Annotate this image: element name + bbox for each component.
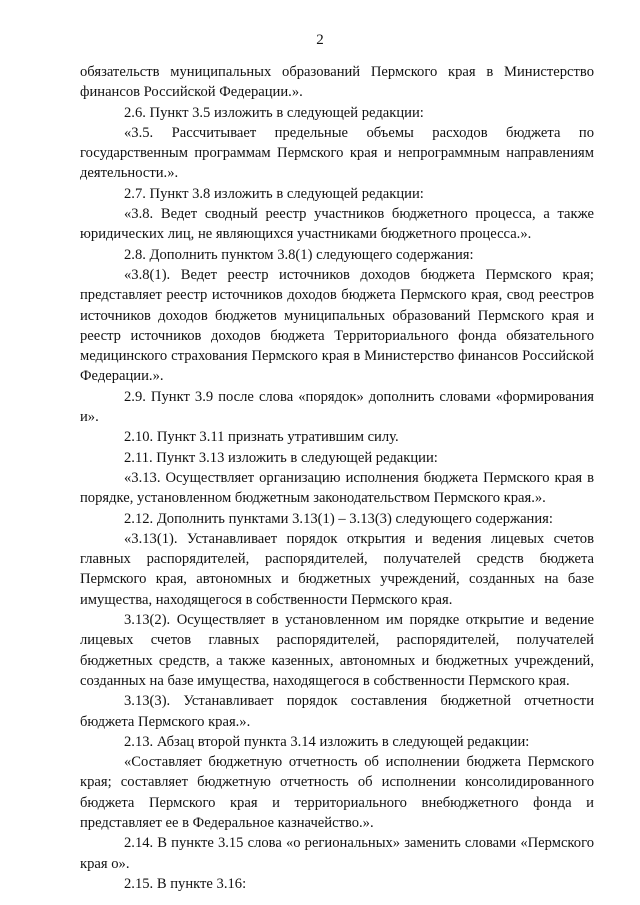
page-number: 2 <box>316 32 324 48</box>
paragraph-3-14-text: «Составляет бюджетную отчетность об исполнении бюджета Пермского края; составляет бюджетную отчетность об исполнении консолидированного бюджета Пермского края и территориального внебюджетного фонда и представляет ее в Федеральное казначейство.». <box>80 754 594 831</box>
paragraph-2-10: 2.10. Пункт 3.11 признать утратившим силу. <box>124 429 399 446</box>
paragraph-2-14: 2.14. В пункте 3.15 слова «о региональных» заменить словами «Пермского края о». <box>80 835 594 872</box>
paragraph-2-8: 2.8. Дополнить пунктом 3.8(1) следующего содержания: <box>124 246 474 263</box>
paragraph-3-13-3-text: 3.13(3). Устанавливает порядок составления бюджетной отчетности бюджета Пермского края.». <box>80 693 594 730</box>
document-body <box>80 62 594 894</box>
paragraph-3-8-text: «3.8. Ведет сводный реестр участников бюджетного процесса, а также юридических лиц, не являющихся участниками бюджетного процесса.». <box>80 206 594 243</box>
paragraph-2-9: 2.9. Пункт 3.9 после слова «порядок» дополнить словами «формирования и». <box>80 388 594 426</box>
paragraph-3-13-text: «3.13. Осуществляет организацию исполнения бюджета Пермского края в порядке, установленном бюджетным законодательством Пермского края.». <box>80 469 594 507</box>
paragraph-2-12: 2.12. Дополнить пунктами 3.13(1) – 3.13(3) следующего содержания: <box>124 510 553 527</box>
paragraph-3-8-1-text: «3.8(1). Ведет реестр источников доходов бюджета Пермского края; представляет реестр источников доходов бюджета Пермского края, свод реестров источников доходов бюджетов муниципальных образований Пермского края и реестр источников доходов бюджета Территориального фонда обязательного медицинского страхования Пермского края в Министерство финансов Российской Федерации.». <box>80 266 594 385</box>
paragraph-3-13-1-text: «3.13(1). Устанавливает порядок открытия и ведения лицевых счетов главных распорядителей, распорядителей, получателей средств бюджета Пермского края, автономных и бюджетных учреждений, созданных на базе имущества, находящегося в собственности Пермского края. <box>80 530 594 608</box>
paragraph-continuation: обязательств муниципальных образований Пермского края в Министерство финансов Российской Федерации.». <box>80 64 594 101</box>
paragraph-2-15: 2.15. В пункте 3.16: <box>124 875 247 892</box>
paragraph-2-13: 2.13. Абзац второй пункта 3.14 изложить в следующей редакции: <box>124 733 530 750</box>
paragraph-3-13-2-text: 3.13(2). Осуществляет в установленном им порядке открытие и ведение лицевых счетов главных распорядителей, распорядителей, получателей бюджетных средств, а также казенных, автономных и бюджетных учреждений, созданных на базе имущества, находящегося в собственности Пермского края. <box>80 612 594 689</box>
paragraph-2-7: 2.7. Пункт 3.8 изложить в следующей редакции: <box>124 185 424 202</box>
paragraph-2-6: 2.6. Пункт 3.5 изложить в следующей редакции: <box>124 104 424 121</box>
paragraph-2-11: 2.11. Пункт 3.13 изложить в следующей редакции: <box>124 449 438 466</box>
paragraph-3-5-text: «3.5. Рассчитывает предельные объемы расходов бюджета по государственным программам Пермского края и непрограммным направлениям деятельности.». <box>80 124 594 182</box>
